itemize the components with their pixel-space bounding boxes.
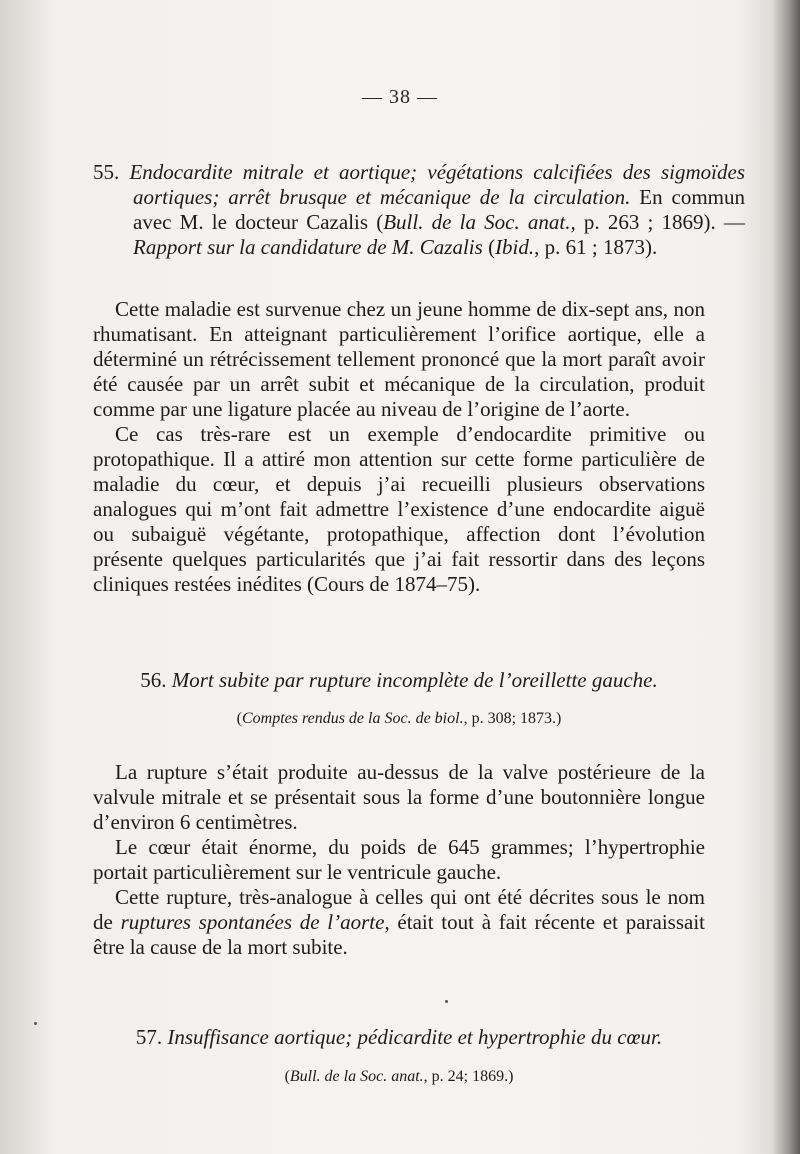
entry-55-text2: , p. 263 ; 1869). —: [570, 210, 745, 234]
page-edge-shadow: [772, 0, 800, 1154]
page-number: — 38 —: [362, 86, 438, 108]
entry-55-ibid: Ibid.: [495, 235, 535, 259]
entry-56-title: Mort subite par rupture incomplète de l’oreillette gauche.: [171, 668, 658, 692]
entry-56-ref-source: Comptes rendus de la Soc. de biol.: [241, 710, 464, 727]
entry-56-paragraph-2: Le cœur était énorme, du poids de 645 grammes; l’hypertrophie portait particulièrement sur le ventricule gauche.: [93, 835, 705, 884]
entry-56-reference: [93, 710, 705, 728]
speck-mark: [445, 1000, 448, 1003]
entry-56-ref-rest: , p. 308; 1873.): [463, 710, 562, 727]
entry-57-number: 57.: [135, 1025, 163, 1049]
entry-55-number: 55.: [93, 160, 120, 184]
entry-57-ref-source: Bull. de la Soc. anat.: [289, 1068, 424, 1085]
entry-56-heading: [93, 668, 705, 693]
entry-56-ref-open: (: [236, 710, 242, 727]
entry-55-heading: [93, 160, 745, 260]
entry-55-title: Endocardite mitrale et aortique; végétations calcifiées des sigmoïdes aortiques; arrêt brusque et mécanique de la circulation.: [129, 160, 745, 209]
entry-56-p3-italic: ruptures spontanées de l’aorte: [120, 910, 385, 934]
entry-56-paragraph-3: [93, 885, 705, 960]
entry-55-text1: En commun avec M. le docteur Cazalis (: [133, 185, 746, 234]
entry-56-number: 56.: [140, 668, 167, 692]
entry-57-title: Insuffisance aortique; pédicardite et hypertrophie du cœur.: [167, 1025, 663, 1049]
entry-56-paragraph-1: La rupture s’était produite au-dessus de la valve postérieure de la valvule mitrale et se présentait sous la forme d’une boutonnière longue d’environ 6 centimètres.: [93, 760, 705, 834]
entry-57-heading: [93, 1025, 705, 1050]
entry-55-rapport: Rapport sur la candidature de M. Cazalis: [133, 235, 483, 259]
entry-55-body: [93, 297, 705, 597]
entry-55-paragraph-2: Ce cas très-rare est un exemple d’endocardite primitive ou protopathique. Il a attiré mon attention sur cette forme particulière de maladie du cœur, et depuis j’ai recueilli plusieurs observations analogues qui m’ont fait admettre l’existence d’une endocardite aiguë ou subaiguë végétante, protopathique, affection dont l’évolution présente quelques particularités que j’ai fait ressortir dans des leçons cliniques restées inédites (Cours de 1874–75).: [93, 422, 705, 596]
entry-57-reference: [93, 1068, 705, 1086]
entry-56-body: [93, 760, 705, 960]
entry-55-bull: Bull. de la Soc. anat.: [383, 210, 571, 234]
entry-56-p3-text1: Cette rupture, très-analogue à celles qui ont été décrites sous le nom de: [93, 885, 705, 934]
entry-57-ref-rest: , p. 24; 1869.): [423, 1068, 514, 1085]
entry-55-paragraph-1: Cette maladie est survenue chez un jeune homme de dix-sept ans, non rhumatisant. En atteignant particulièrement l’orifice aortique, elle a déterminé un rétrécissement tellement prononcé que la mort paraît avoir été causée par un arrêt subit et mécanique de la circulation, produit comme par une ligature placée au niveau de l’origine de l’aorte.: [93, 297, 705, 421]
speck-mark: [34, 1022, 37, 1025]
entry-55-text3: (: [482, 235, 496, 259]
entry-55-text4: , p. 61 ; 1873).: [534, 235, 658, 259]
entry-56-p3-text2: , était tout à fait récente et paraissait être la cause de la mort subite.: [93, 910, 706, 959]
entry-57-ref-open: (: [284, 1068, 290, 1085]
